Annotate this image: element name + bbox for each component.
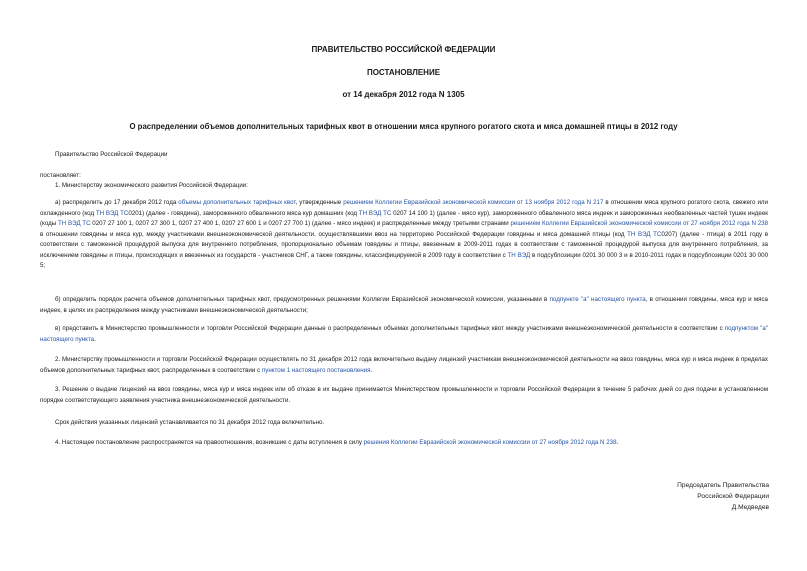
paragraph-1c: в) представить в Министерство промышленности и торговли Российской Федерации данные о распределенных объемах дополнительных тарифных квот между участниками внешнеэкономической деятельности в соответствии с подпунктом "а" настоящего пункта. [40,325,768,343]
link-tn-ved-ts[interactable]: ТН ВЭД ТС [57,220,91,227]
link-eec-decision-238[interactable]: решения Коллегии Евразийской экономической комиссии от 27 ноября 2012 года N 238 [363,439,617,446]
paragraph-4: 4. Настоящее постановление распространяется на правоотношения, возникшие с даты вступления в силу решения Коллегии Евразийской экономической комиссии от 27 ноября 2012 года N 238. [55,439,619,446]
link-eec-decision-217[interactable]: решением Коллегии Евразийской экономической комиссии от 13 ноября 2012 года N 217 [343,199,604,206]
link-additional-quotas[interactable]: объемы дополнительных тарифных квот [178,199,296,206]
signature-organization: Российской Федерации [697,493,769,500]
paragraph-1a: а) распределить до 17 декабря 2012 года объемы дополнительных тарифных квот, утвержденные решением Коллегии Евразийской экономической комиссии от 13 ноября 2012 года N 217 в отношении мяса крупного рогатого скота, свежего или охлажденного (код ТН ВЭД ТС0201) (далее - говядина), замороженного обваленного мяса кур домашних (код ТН ВЭД ТС 0207 14 100 1) (далее - мясо кур), замороженного обваленного мяса индеек и замороженных необваленных частей тушек индеек (коды ТН ВЭД ТС 0207 27 100 1, 0207 27 300 1, 0207 27 400 1, 0207 27 600 1 и 0207 27 700 1) (далее - мясо индеек) и распределенные между третьими странами решением Коллегии Евразийской экономической комиссии от 27 ноября 2012 года N 238 в отношении говядины и мяса кур, между участниками внешнеэкономической деятельности, осуществлявшими ввоз на территорию Российской Федерации говядины и мяса домашней птицы (код ТН ВЭД ТС0207) (далее - птица) в 2011 году в соответствии с таможенной процедурой выпуска для внутреннего потребления, пропорционально объемам говядины и птицы, ввезенным в 2009-2011 годах в соответствии с таможенной процедурой выпуска для внутреннего потребления, за исключением говядины и птицы, происходящих и ввезенных из государств - участников СНГ, а также говядины, классифицируемой в 2009 году в соответствии с ТН ВЭД в подсубпозиции 0201 30 000 3 и в 2010-2011 годах в подсубпозиции 0201 30 000 5; [40,199,769,269]
resolves-text: постановляет: [40,172,81,179]
paragraph-2: 2. Министерству промышленности и торговли Российской Федерации осуществлять по 31 декабря 2012 года включительно выдачу лицензий участникам внешнеэкономической деятельности на ввоз говядины, мяса кур и мяса индеек в пределах объемов дополнительных тарифных квот, распределенных в соответствии с пунктом 1 настоящего постановления. [40,356,768,374]
issuer-text: Правительство Российской Федерации [55,151,168,158]
link-tn-ved-ts[interactable]: ТН ВЭД ТС [95,209,129,217]
link-paragraph-1[interactable]: пунктом 1 настоящего постановления [261,366,371,374]
link-subparagraph-a[interactable]: подпункте "а" настоящего пункта [549,296,646,303]
date-number-heading: от 14 декабря 2012 года N 1305 [342,90,465,99]
document-type-heading: ПОСТАНОВЛЕНИЕ [366,68,441,77]
link-tn-ved-ts[interactable]: ТН ВЭД ТС [358,209,392,217]
document-title: О распределении объемов дополнительных тарифных квот в отношении мяса крупного рогатого скота и мяса домашней птицы в 2012 году [129,122,678,131]
paragraph-1b: б) определить порядок расчета объемов дополнительных тарифных квот, предусмотренных решениями Коллегии Евразийской экономической комиссии, указанными в подпункте "а" настоящего пункта, в отношении говядины, мяса кур и мяса индеек, в целях их распределения между участниками внешнеэкономической деятельности; [40,296,768,314]
link-tn-ved-ts[interactable]: ТН ВЭД ТС [627,230,662,238]
signature-name: Д.Медведев [731,504,769,511]
paragraph-3: 3. Решение о выдаче лицензий на ввоз говядины, мяса кур и мяса индеек или об отказе в их выдаче принимается Министерством промышленности и торговли Российской Федерации в течение 5 рабочих дней со дня подачи в установленном порядке соответствующего заявления участника внешнеэкономической деятельности. [40,386,768,404]
government-heading: ПРАВИТЕЛЬСТВО РОССИЙСКОЙ ФЕДЕРАЦИИ [311,45,496,54]
link-subparagraph-a[interactable]: подпунктом "а" настоящего пункта [40,325,768,343]
link-tn-ved[interactable]: ТН ВЭД [507,251,531,259]
link-eec-decision-238[interactable]: решением Коллегии Евразийской экономической комиссии от 27 ноября 2012 года N 238 [510,220,769,227]
paragraph-validity: Срок действия указанных лицензий устанавливается по 31 декабря 2012 года включительно. [55,419,325,426]
signature-position: Председатель Правительства [677,482,769,489]
paragraph-1: 1. Министерству экономического развития Российской Федерации: [55,182,248,189]
